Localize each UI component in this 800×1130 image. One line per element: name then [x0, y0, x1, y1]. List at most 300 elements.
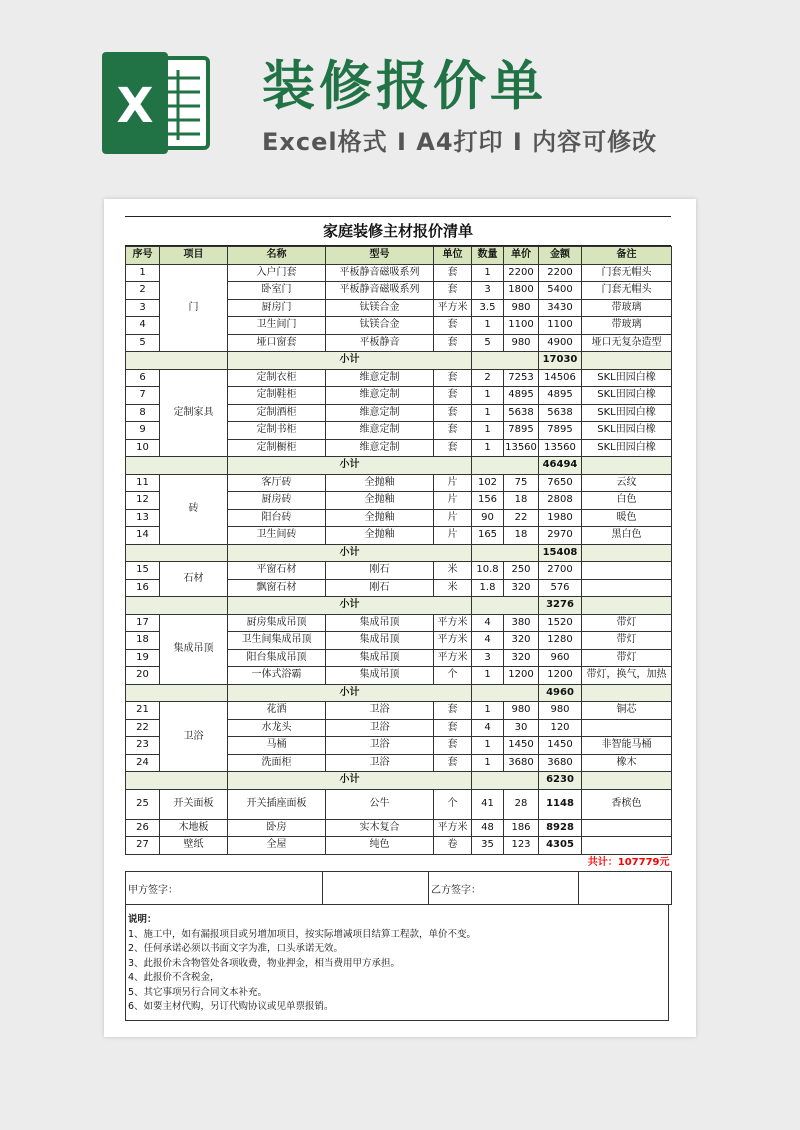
model: 全抛釉	[326, 474, 434, 492]
unit-price: 1800	[504, 282, 539, 300]
amount: 4895	[539, 387, 582, 405]
remark	[582, 837, 672, 855]
subtotal-row	[126, 352, 672, 370]
row-number: 14	[126, 527, 160, 545]
model: 全抛釉	[326, 527, 434, 545]
row-number: 7	[126, 387, 160, 405]
unit: 套	[434, 422, 472, 440]
banner-subtitle: Excel格式 I A4打印 I 内容可修改	[262, 128, 658, 156]
unit-price: 980	[504, 334, 539, 352]
model: 纯色	[326, 837, 434, 855]
subtotal-label: 小计	[228, 772, 472, 790]
item-name: 阳台砖	[228, 509, 326, 527]
column-header: 名称	[228, 247, 326, 265]
remark: 带灯，换气，加热	[582, 667, 672, 685]
item-name: 花洒	[228, 702, 326, 720]
unit: 平方米	[434, 299, 472, 317]
subtotal-spacer	[582, 772, 672, 790]
remark: SKL田园白橡	[582, 387, 672, 405]
item-name: 飘窗石材	[228, 579, 326, 597]
unit-price: 75	[504, 474, 539, 492]
item-name: 开关插座面板	[228, 789, 326, 819]
quantity: 1	[472, 439, 504, 457]
column-header: 金额	[539, 247, 582, 265]
subtotal-spacer	[472, 352, 539, 370]
unit: 个	[434, 667, 472, 685]
remark: 香槟色	[582, 789, 672, 819]
grand-total-row	[126, 854, 672, 871]
unit-price: 1100	[504, 317, 539, 335]
model: 集成吊顶	[326, 667, 434, 685]
quantity: 1	[472, 737, 504, 755]
model: 平板静音	[326, 334, 434, 352]
unit-price: 1200	[504, 667, 539, 685]
unit: 套	[434, 264, 472, 282]
remark: 黑白色	[582, 527, 672, 545]
subtotal-value: 15408	[539, 544, 582, 562]
model: 平板静音磁吸系列	[326, 264, 434, 282]
row-number: 5	[126, 334, 160, 352]
subtotal-label: 小计	[228, 597, 472, 615]
row-number: 6	[126, 369, 160, 387]
category-cell: 壁纸	[160, 837, 228, 855]
model: 维意定制	[326, 404, 434, 422]
row-number: 12	[126, 492, 160, 510]
unit: 卷	[434, 837, 472, 855]
row-number: 23	[126, 737, 160, 755]
amount: 7650	[539, 474, 582, 492]
amount: 1148	[539, 789, 582, 819]
quantity: 90	[472, 509, 504, 527]
amount: 4900	[539, 334, 582, 352]
unit-price: 3680	[504, 754, 539, 772]
subtotal-spacer	[582, 457, 672, 475]
model: 卫浴	[326, 702, 434, 720]
category-cell: 门	[160, 264, 228, 352]
banner-title: 装修报价单	[262, 56, 547, 117]
table-row	[126, 264, 672, 282]
remark: 白色	[582, 492, 672, 510]
model: 卫浴	[326, 754, 434, 772]
subtotal-row	[126, 772, 672, 790]
model: 卫浴	[326, 737, 434, 755]
grand-total: 共计：107779元	[587, 856, 670, 868]
amount: 14506	[539, 369, 582, 387]
row-number: 10	[126, 439, 160, 457]
remark	[582, 562, 672, 580]
row-number: 25	[126, 789, 160, 819]
remark: SKL田园白橡	[582, 439, 672, 457]
quantity: 4	[472, 614, 504, 632]
subtotal-spacer	[472, 684, 539, 702]
subtotal-spacer	[582, 544, 672, 562]
row-number: 4	[126, 317, 160, 335]
remark	[582, 579, 672, 597]
quantity: 1	[472, 667, 504, 685]
remark: 带灯	[582, 649, 672, 667]
row-number: 24	[126, 754, 160, 772]
subtotal-spacer	[472, 457, 539, 475]
item-name: 垭口窗套	[228, 334, 326, 352]
item-name: 一体式浴霸	[228, 667, 326, 685]
total-spacer	[126, 854, 504, 871]
party-b-signature-space[interactable]	[579, 872, 672, 905]
quantity: 1	[472, 317, 504, 335]
note-line: 1、施工中，如有漏报项目或另增加项目，按实际增减项目结算工程款，单价不变。	[128, 928, 477, 940]
unit: 套	[434, 404, 472, 422]
subtotal-value: 3276	[539, 597, 582, 615]
row-number: 3	[126, 299, 160, 317]
row-number: 22	[126, 719, 160, 737]
remark: 带灯	[582, 632, 672, 650]
amount: 980	[539, 702, 582, 720]
category-cell: 卫浴	[160, 702, 228, 772]
item-name: 定制橱柜	[228, 439, 326, 457]
quantity: 4	[472, 632, 504, 650]
unit-price: 320	[504, 579, 539, 597]
item-name: 卫生间砖	[228, 527, 326, 545]
unit: 平方米	[434, 614, 472, 632]
amount: 1450	[539, 737, 582, 755]
row-number: 11	[126, 474, 160, 492]
item-name: 卧室门	[228, 282, 326, 300]
unit-price: 5638	[504, 404, 539, 422]
amount: 5638	[539, 404, 582, 422]
unit-price: 18	[504, 527, 539, 545]
subtotal-label: 小计	[228, 684, 472, 702]
subtotal-spacer	[472, 544, 539, 562]
model: 刚石	[326, 562, 434, 580]
amount: 1100	[539, 317, 582, 335]
item-name: 定制酒柜	[228, 404, 326, 422]
quantity: 165	[472, 527, 504, 545]
table-row	[126, 837, 672, 855]
model: 钛镁合金	[326, 299, 434, 317]
unit: 平方米	[434, 819, 472, 837]
signature-table	[125, 871, 672, 905]
remark: SKL田园白橡	[582, 404, 672, 422]
item-name: 卫生间集成吊顶	[228, 632, 326, 650]
notes-section	[125, 905, 669, 1021]
subtotal-value: 6230	[539, 772, 582, 790]
subtotal-spacer	[582, 684, 672, 702]
amount: 1280	[539, 632, 582, 650]
amount: 13560	[539, 439, 582, 457]
quantity: 1	[472, 754, 504, 772]
amount: 2970	[539, 527, 582, 545]
unit: 套	[434, 439, 472, 457]
model: 公牛	[326, 789, 434, 819]
column-header: 型号	[326, 247, 434, 265]
category-cell: 砖	[160, 474, 228, 544]
amount: 5400	[539, 282, 582, 300]
model: 维意定制	[326, 439, 434, 457]
model: 全抛釉	[326, 509, 434, 527]
row-number: 17	[126, 614, 160, 632]
row-number: 13	[126, 509, 160, 527]
unit-price: 380	[504, 614, 539, 632]
model: 平板静音磁吸系列	[326, 282, 434, 300]
category-cell: 木地板	[160, 819, 228, 837]
unit: 套	[434, 317, 472, 335]
quantity: 10.8	[472, 562, 504, 580]
row-number: 18	[126, 632, 160, 650]
unit: 米	[434, 579, 472, 597]
row-number: 19	[126, 649, 160, 667]
unit-price: 4895	[504, 387, 539, 405]
unit-price: 13560	[504, 439, 539, 457]
remark: SKL田园白橡	[582, 369, 672, 387]
model: 维意定制	[326, 387, 434, 405]
amount: 120	[539, 719, 582, 737]
notes-title: 说明：	[128, 914, 157, 925]
table-row	[126, 789, 672, 819]
subtotal-row	[126, 684, 672, 702]
unit-price: 18	[504, 492, 539, 510]
amount: 3430	[539, 299, 582, 317]
unit-price: 28	[504, 789, 539, 819]
unit-price: 320	[504, 649, 539, 667]
amount: 1200	[539, 667, 582, 685]
remark: 云纹	[582, 474, 672, 492]
unit: 套	[434, 387, 472, 405]
row-number: 20	[126, 667, 160, 685]
table-row	[126, 614, 672, 632]
subtotal-spacer	[582, 597, 672, 615]
model: 卫浴	[326, 719, 434, 737]
unit: 套	[434, 719, 472, 737]
remark: 非智能马桶	[582, 737, 672, 755]
unit: 片	[434, 527, 472, 545]
excel-logo-icon	[100, 52, 212, 154]
unit-price: 123	[504, 837, 539, 855]
item-name: 平窗石材	[228, 562, 326, 580]
quantity: 2	[472, 369, 504, 387]
item-name: 全屋	[228, 837, 326, 855]
remark: SKL田园白橡	[582, 422, 672, 440]
item-name: 客厅砖	[228, 474, 326, 492]
sheet-title: 家庭装修主材报价清单	[125, 216, 671, 246]
column-header: 单价	[504, 247, 539, 265]
column-header: 数量	[472, 247, 504, 265]
header-row	[126, 247, 672, 265]
party-a-signature: 甲方签字：	[126, 872, 323, 905]
model: 集成吊顶	[326, 632, 434, 650]
subtotal-row	[126, 457, 672, 475]
subtotal-spacer	[472, 597, 539, 615]
subtotal-spacer	[126, 352, 228, 370]
item-name: 定制衣柜	[228, 369, 326, 387]
row-number: 1	[126, 264, 160, 282]
unit-price: 1450	[504, 737, 539, 755]
unit: 平方米	[434, 649, 472, 667]
amount: 3680	[539, 754, 582, 772]
unit-price: 320	[504, 632, 539, 650]
quantity: 41	[472, 789, 504, 819]
item-name: 厨房集成吊顶	[228, 614, 326, 632]
item-name: 马桶	[228, 737, 326, 755]
amount: 7895	[539, 422, 582, 440]
unit-price: 2200	[504, 264, 539, 282]
unit-price: 30	[504, 719, 539, 737]
category-cell: 集成吊顶	[160, 614, 228, 684]
table-row	[126, 819, 672, 837]
subtotal-spacer	[126, 684, 228, 702]
model: 集成吊顶	[326, 649, 434, 667]
remark: 垭口无复杂造型	[582, 334, 672, 352]
remark: 带灯	[582, 614, 672, 632]
item-name: 洗面柜	[228, 754, 326, 772]
quantity: 48	[472, 819, 504, 837]
row-number: 16	[126, 579, 160, 597]
subtotal-label: 小计	[228, 457, 472, 475]
row-number: 2	[126, 282, 160, 300]
unit: 套	[434, 702, 472, 720]
model: 集成吊顶	[326, 614, 434, 632]
subtotal-spacer	[126, 597, 228, 615]
category-cell: 开关面板	[160, 789, 228, 819]
item-name: 定制鞋柜	[228, 387, 326, 405]
category-cell: 定制家具	[160, 369, 228, 457]
amount: 960	[539, 649, 582, 667]
unit: 套	[434, 737, 472, 755]
model: 实木复合	[326, 819, 434, 837]
quantity: 3	[472, 649, 504, 667]
remark: 门套无帽头	[582, 282, 672, 300]
unit-price: 186	[504, 819, 539, 837]
unit-price: 980	[504, 299, 539, 317]
unit-price: 7895	[504, 422, 539, 440]
table-row	[126, 474, 672, 492]
model: 刚石	[326, 579, 434, 597]
party-b-signature: 乙方签字：	[429, 872, 579, 905]
model: 钛镁合金	[326, 317, 434, 335]
column-header: 项目	[160, 247, 228, 265]
logo-letter: X	[116, 78, 154, 134]
row-number: 8	[126, 404, 160, 422]
remark	[582, 719, 672, 737]
table-row	[126, 562, 672, 580]
unit: 片	[434, 492, 472, 510]
item-name: 卫生间门	[228, 317, 326, 335]
party-a-signature-space[interactable]	[323, 872, 429, 905]
amount: 576	[539, 579, 582, 597]
remark: 铜芯	[582, 702, 672, 720]
unit: 个	[434, 789, 472, 819]
amount: 8928	[539, 819, 582, 837]
category-cell: 石材	[160, 562, 228, 597]
unit: 套	[434, 334, 472, 352]
quote-sheet	[125, 216, 671, 1021]
subtotal-spacer	[582, 352, 672, 370]
table-row	[126, 369, 672, 387]
column-header: 单位	[434, 247, 472, 265]
remark: 带玻璃	[582, 317, 672, 335]
item-name: 水龙头	[228, 719, 326, 737]
item-name: 阳台集成吊顶	[228, 649, 326, 667]
quantity: 1	[472, 422, 504, 440]
quantity: 1.8	[472, 579, 504, 597]
row-number: 15	[126, 562, 160, 580]
subtotal-value: 46494	[539, 457, 582, 475]
unit-price: 7253	[504, 369, 539, 387]
column-header: 序号	[126, 247, 160, 265]
subtotal-value: 17030	[539, 352, 582, 370]
table-row	[126, 702, 672, 720]
note-line: 3、此报价未含物管处各项收费，物业押金，相当费用甲方承担。	[128, 957, 401, 969]
item-name: 定制书柜	[228, 422, 326, 440]
subtotal-spacer	[126, 772, 228, 790]
quantity: 4	[472, 719, 504, 737]
quote-table	[125, 246, 672, 871]
subtotal-row	[126, 544, 672, 562]
quantity: 3	[472, 282, 504, 300]
unit: 片	[434, 509, 472, 527]
model: 维意定制	[326, 422, 434, 440]
note-line: 6、如要主材代购，另订代购协议或见单票报销。	[128, 1001, 334, 1012]
remark: 带玻璃	[582, 299, 672, 317]
subtotal-spacer	[126, 457, 228, 475]
subtotal-row	[126, 597, 672, 615]
note-line: 5、其它事项另行合同文本补充。	[128, 986, 268, 998]
amount: 1520	[539, 614, 582, 632]
quantity: 1	[472, 404, 504, 422]
quantity: 5	[472, 334, 504, 352]
column-header: 备注	[582, 247, 672, 265]
note-line: 4、此报价不含税金，	[128, 972, 220, 983]
row-number: 21	[126, 702, 160, 720]
quantity: 1	[472, 702, 504, 720]
amount: 4305	[539, 837, 582, 855]
quantity: 1	[472, 387, 504, 405]
quantity: 102	[472, 474, 504, 492]
unit: 套	[434, 369, 472, 387]
amount: 2808	[539, 492, 582, 510]
amount: 1980	[539, 509, 582, 527]
amount: 2200	[539, 264, 582, 282]
row-number: 27	[126, 837, 160, 855]
unit-price: 250	[504, 562, 539, 580]
item-name: 卧房	[228, 819, 326, 837]
quantity: 3.5	[472, 299, 504, 317]
remark	[582, 819, 672, 837]
remark: 橡木	[582, 754, 672, 772]
subtotal-spacer	[472, 772, 539, 790]
unit: 套	[434, 282, 472, 300]
unit-price: 22	[504, 509, 539, 527]
amount: 2700	[539, 562, 582, 580]
quantity: 1	[472, 264, 504, 282]
unit: 平方米	[434, 632, 472, 650]
remark: 门套无帽头	[582, 264, 672, 282]
model: 全抛釉	[326, 492, 434, 510]
subtotal-value: 4960	[539, 684, 582, 702]
row-number: 26	[126, 819, 160, 837]
item-name: 入户门套	[228, 264, 326, 282]
item-name: 厨房砖	[228, 492, 326, 510]
item-name: 厨房门	[228, 299, 326, 317]
quantity: 35	[472, 837, 504, 855]
subtotal-spacer	[126, 544, 228, 562]
remark: 暖色	[582, 509, 672, 527]
unit: 片	[434, 474, 472, 492]
unit: 米	[434, 562, 472, 580]
unit: 套	[434, 754, 472, 772]
subtotal-label: 小计	[228, 352, 472, 370]
subtotal-label: 小计	[228, 544, 472, 562]
model: 维意定制	[326, 369, 434, 387]
unit-price: 980	[504, 702, 539, 720]
